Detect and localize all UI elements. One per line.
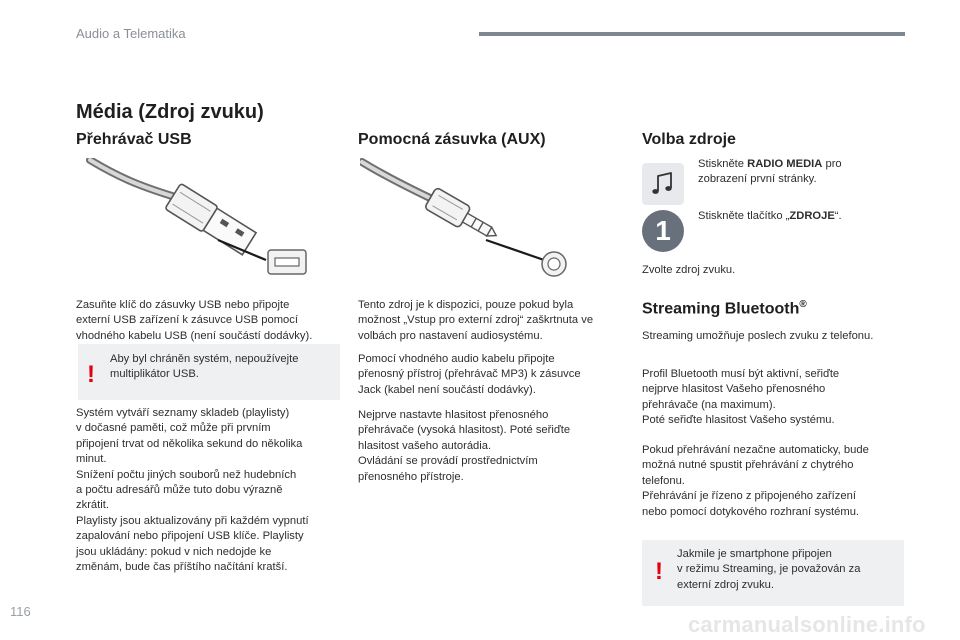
- step-one-badge: 1: [642, 210, 684, 252]
- usb-heading: Přehrávač USB: [76, 131, 192, 148]
- page-number: 116: [10, 604, 31, 619]
- usb-warning-text: Aby byl chráněn systém, nepoužívejte multiplikátor USB.: [110, 353, 299, 381]
- jack-plug-illustration: [360, 158, 580, 280]
- aux-paragraph-2: Pomocí vhodného audio kabelu připojte přenosný přístroj (přehrávač MP3) k zásuvce Jack (kabel není součástí dodávky).: [358, 353, 581, 396]
- usb-plug-illustration: [80, 158, 340, 280]
- warning-icon: !: [655, 558, 663, 585]
- usb-paragraph-1: Zasuňte klíč do zásuvky USB nebo připojte externí USB zařízení k zásuvce USB pomocí vhodného kabelu USB (není součástí dodávky).: [76, 299, 313, 342]
- warning-icon: !: [87, 361, 95, 388]
- source-heading: Volba zdroje: [642, 131, 736, 148]
- bluetooth-heading: Streaming Bluetooth®: [642, 299, 807, 318]
- aux-heading: Pomocná zásuvka (AUX): [358, 131, 546, 148]
- source-step-2: Stiskněte tlačítko „ZDROJE“.: [698, 210, 842, 222]
- bluetooth-paragraph-2: Profil Bluetooth musí být aktivní, seřiďte nejprve hlasitost Vašeho přenosného přehrávače (na maximum). Poté seřiďte hlasitost Vašeho systému.: [642, 368, 840, 427]
- source-step-1: Stiskněte RADIO MEDIA pro zobrazení první stránky.: [698, 158, 842, 186]
- aux-paragraph-1: Tento zdroj je k dispozici, pouze pokud byla možnost „Vstup pro externí zdroj“ zaškrtnuta ve volbách pro nastavení audiosystému.: [358, 299, 594, 342]
- header-bar: [479, 32, 905, 36]
- bluetooth-warning-text: Jakmile je smartphone připojen v režimu Streaming, je považován za externí zdroj zvuku.: [677, 548, 861, 591]
- bluetooth-paragraph-3: Pokud přehrávání nezačne automaticky, bude možná nutné spustit přehrávání z chytrého telefonu. Přehrávání je řízeno z připojeného zařízení nebo pomocí dotykového rozhraní systému.: [642, 444, 869, 518]
- usb-paragraph-2: Systém vytváří seznamy skladeb (playlisty) v dočasné paměti, což může při prvním připojení trvat od několika sekund do několika minut. Snížení počtu jiných souborů než hudebních a počtu adresářů může tuto dobu výrazně zkrátit. Playlisty jsou aktualizovány při každém vypnutí zapalování nebo připojení USB klíče. Playlisty jsou ukládány: pokud v nich nedojde ke změnám, bude čas příštího načítání kratší.: [76, 407, 309, 574]
- header-section-title: Audio a Telematika: [76, 26, 186, 41]
- music-note-icon: [642, 163, 684, 205]
- aux-paragraph-3: Nejprve nastavte hlasitost přenosného přehrávače (vysoká hlasitost). Poté seřiďte hlasitost vašeho autorádia. Ovládání se provádí prostřednictvím přenosného přístroje.: [358, 409, 571, 483]
- source-step-3: Zvolte zdroj zvuku.: [642, 264, 736, 276]
- page-title: Média (Zdroj zvuku): [76, 101, 264, 123]
- watermark: carmanualsonline.info: [688, 612, 926, 637]
- bluetooth-paragraph-1: Streaming umožňuje poslech zvuku z telefonu.: [642, 330, 874, 342]
